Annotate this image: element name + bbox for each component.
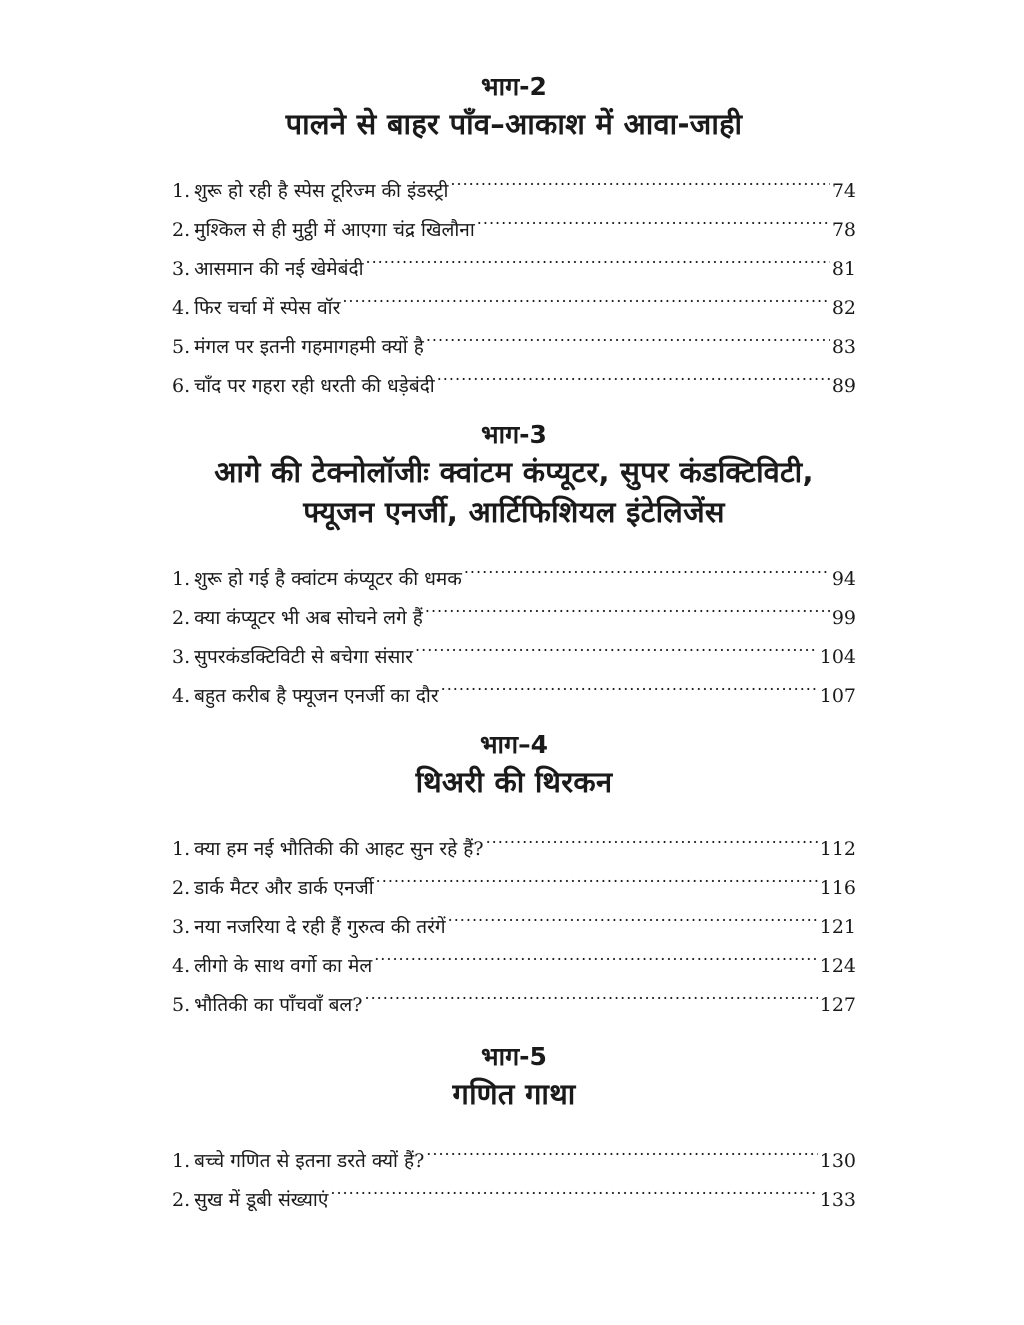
chapter-entry[interactable] — [172, 158, 856, 202]
chapter-title: आसमान की नई खेमेबंदी — [194, 258, 364, 280]
chapter-list — [172, 546, 856, 707]
page-number: 94 — [831, 568, 856, 590]
dot-leader — [376, 855, 818, 894]
page-number: 121 — [819, 916, 856, 938]
part-section — [172, 418, 856, 707]
chapter-number: 1. — [172, 568, 191, 590]
page-number: 83 — [831, 336, 856, 358]
dot-leader — [437, 353, 830, 392]
page-number: 107 — [819, 685, 856, 707]
chapter-entry[interactable] — [172, 816, 856, 860]
part-label: भाग-5 — [481, 1042, 547, 1071]
part-title: गणित गाथा — [452, 1077, 576, 1111]
chapter-title: भौतिकी का पाँचवाँ बल? — [194, 994, 363, 1016]
page-number: 130 — [819, 1150, 856, 1172]
chapter-title: क्या हम नई भौतिकी की आहट सुन रहे हैं? — [194, 838, 484, 860]
page-number: 127 — [819, 994, 856, 1016]
page-number: 78 — [831, 219, 856, 241]
page-number: 74 — [831, 180, 856, 202]
part-label: भाग-2 — [481, 72, 547, 101]
part-title: पालने से बाहर पाँव–आकाश में आवा-जाही — [285, 107, 743, 141]
chapter-title: बच्चे गणित से इतना डरते क्यों हैं? — [194, 1150, 425, 1172]
part-label: भाग–4 — [479, 730, 549, 759]
chapter-title: लीगो के साथ वर्गो का मेल — [194, 955, 373, 977]
chapter-number: 2. — [172, 219, 191, 241]
dot-leader — [365, 972, 818, 1011]
dot-leader — [415, 624, 818, 663]
part-section — [172, 1040, 856, 1211]
dot-leader — [342, 275, 829, 314]
chapter-title: फिर चर्चा में स्पेस वॉर — [194, 297, 341, 319]
part-section — [172, 728, 856, 1016]
dot-leader — [477, 197, 830, 236]
dot-leader — [486, 816, 818, 855]
part-label: भाग-3 — [481, 420, 547, 449]
page-number: 104 — [819, 646, 856, 668]
chapter-title: चाँद पर गहरा रही धरती की धड़ेबंदी — [194, 375, 435, 397]
chapter-number: 3. — [172, 258, 191, 280]
dot-leader — [464, 546, 830, 585]
page-number: 112 — [819, 838, 856, 860]
dot-leader — [425, 585, 830, 624]
part-title: आगे की टेक्नोलॉजीः क्वांटम कंप्यूटर, सुपर कंडक्टिविटी, — [214, 455, 814, 489]
part-section — [172, 70, 856, 397]
part-title: थिअरी की थिरकन — [415, 765, 613, 799]
chapter-number: 4. — [172, 297, 191, 319]
chapter-entry[interactable] — [172, 546, 856, 590]
chapter-number: 3. — [172, 916, 191, 938]
dot-leader — [450, 158, 829, 197]
dot-leader — [366, 236, 830, 275]
chapter-title: क्या कंप्यूटर भी अब सोचने लगे हैं — [194, 607, 423, 629]
chapter-list — [172, 816, 856, 1016]
chapter-number: 4. — [172, 955, 191, 977]
dot-leader — [374, 933, 818, 972]
chapter-title: डार्क मैटर और डार्क एनर्जी — [194, 877, 374, 899]
chapter-number: 5. — [172, 336, 191, 358]
dot-leader — [426, 1128, 817, 1167]
chapter-list — [172, 1128, 856, 1211]
chapter-number: 2. — [172, 877, 191, 899]
page-number: 133 — [819, 1189, 856, 1211]
chapter-title: शुरू हो गई है क्वांटम कंप्यूटर की धमक — [194, 568, 462, 590]
dot-leader — [448, 894, 818, 933]
chapter-number: 3. — [172, 646, 191, 668]
chapter-list — [172, 158, 856, 397]
page-number: 82 — [831, 297, 856, 319]
chapter-number: 6. — [172, 375, 191, 397]
page-number: 81 — [831, 258, 856, 280]
dot-leader — [426, 314, 830, 353]
chapter-title: सुपरकंडक्टिविटी से बचेगा संसार — [194, 646, 414, 668]
chapter-number: 1. — [172, 838, 191, 860]
page-number: 124 — [819, 955, 856, 977]
chapter-number: 5. — [172, 994, 191, 1016]
chapter-title: नया नजरिया दे रही हैं गुरुत्व की तरंगें — [194, 916, 446, 938]
dot-leader — [441, 663, 818, 702]
chapter-number: 2. — [172, 607, 191, 629]
page-number: 116 — [819, 877, 856, 899]
page-number: 99 — [831, 607, 856, 629]
chapter-title: मंगल पर इतनी गहमागहमी क्यों है — [194, 336, 424, 358]
chapter-title: मुश्किल से ही मुट्ठी में आएगा चंद्र खिलौना — [194, 219, 475, 241]
part-title-continued: फ्यूजन एनर्जी, आर्टिफिशियल इंटेलिजेंस — [303, 495, 725, 529]
chapter-number: 1. — [172, 180, 191, 202]
chapter-title: शुरू हो रही है स्पेस टूरिज्म की इंडस्ट्री — [194, 180, 449, 202]
dot-leader — [330, 1167, 817, 1206]
chapter-number: 4. — [172, 685, 191, 707]
chapter-title: सुख में डूबी संख्याएं — [194, 1189, 329, 1211]
chapter-title: बहुत करीब है फ्यूजन एनर्जी का दौर — [194, 685, 439, 707]
chapter-number: 2. — [172, 1189, 191, 1211]
chapter-entry[interactable] — [172, 1128, 856, 1172]
chapter-number: 1. — [172, 1150, 191, 1172]
page-number: 89 — [831, 375, 856, 397]
